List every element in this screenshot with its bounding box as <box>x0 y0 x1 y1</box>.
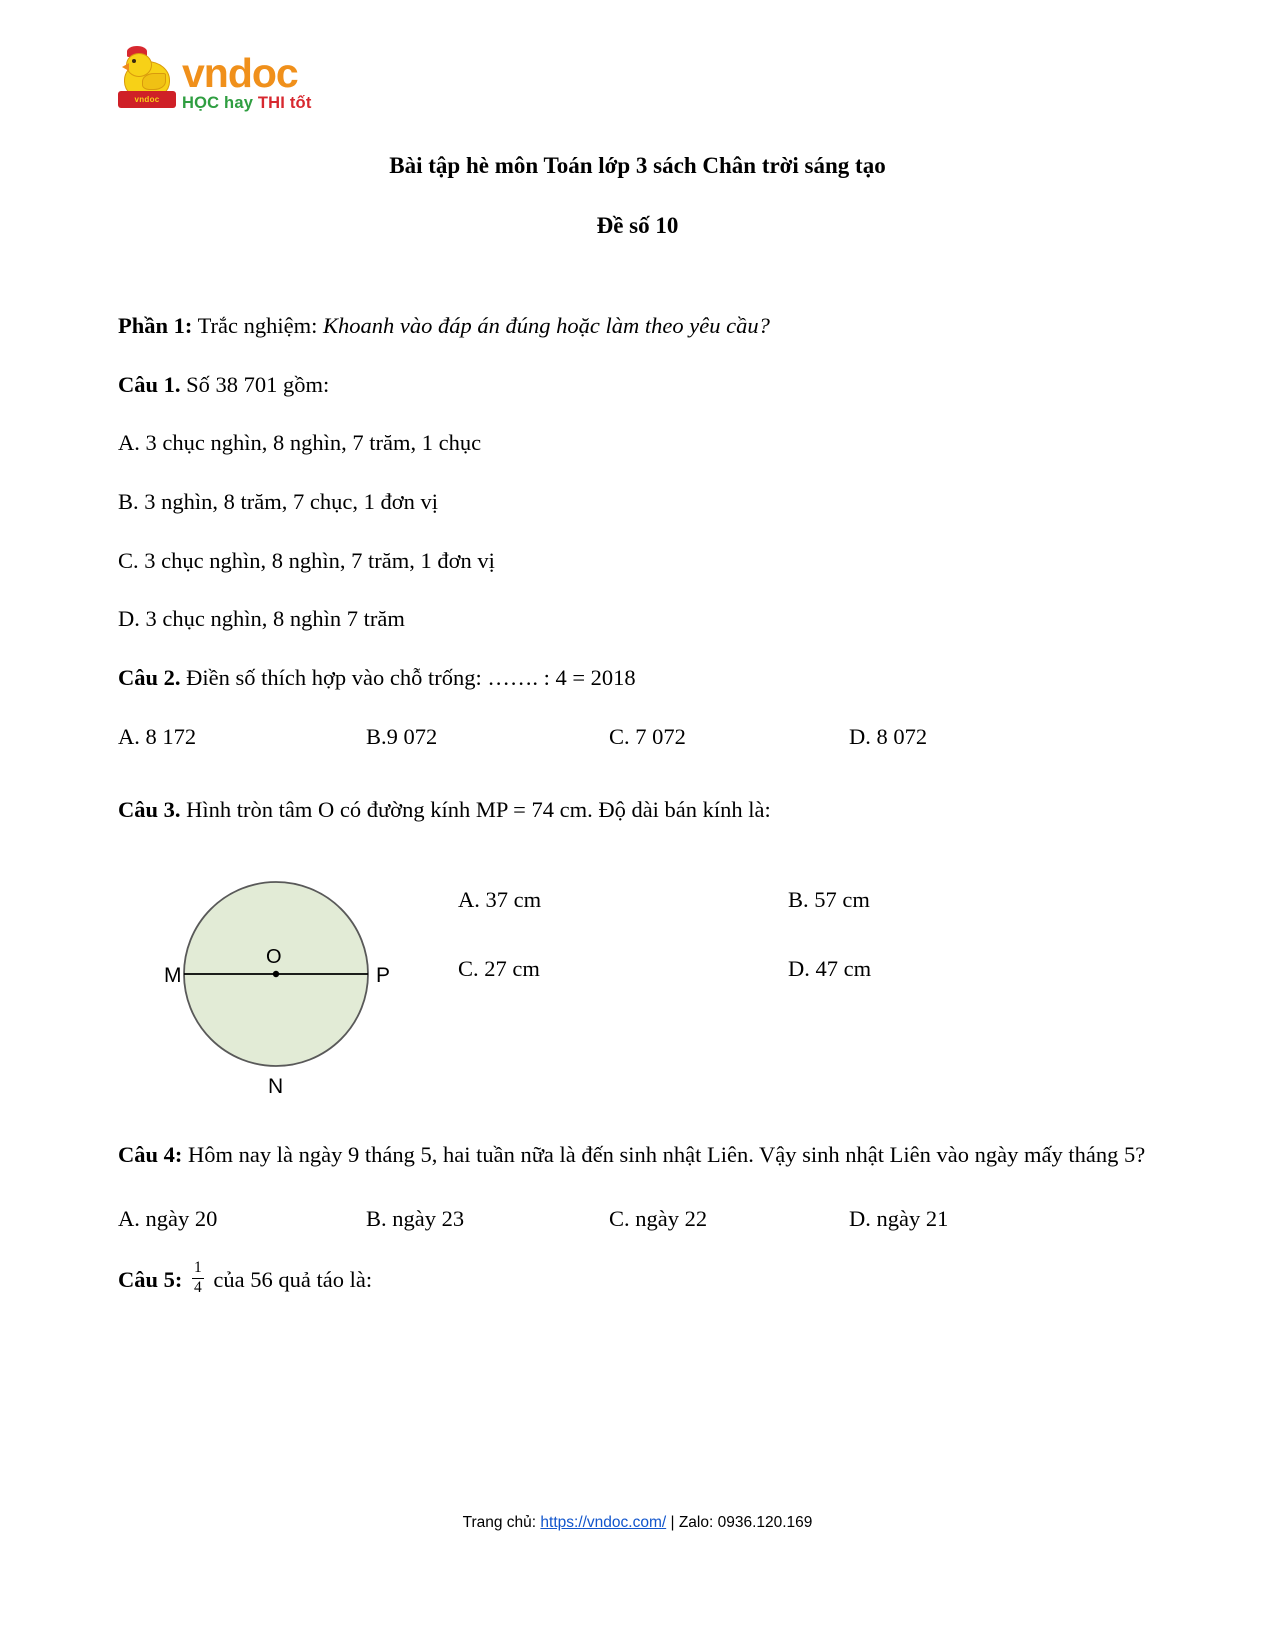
question-1-option-c[interactable]: C. 3 chục nghìn, 8 nghìn, 7 trăm, 1 đơn vị <box>118 547 495 573</box>
question-3-option-a[interactable]: A. 37 cm <box>458 887 542 913</box>
chicken-mascot-icon <box>118 45 176 111</box>
label-O: O <box>266 946 282 969</box>
question-3-label: Câu 3. <box>118 796 181 822</box>
question-2-option-b[interactable]: B.9 072 <box>366 723 438 749</box>
circle-diagram <box>158 867 458 1099</box>
fraction-denominator: 4 <box>194 1278 202 1296</box>
mascot-wing <box>142 73 166 90</box>
question-4-options <box>118 1204 1157 1263</box>
question-3-options <box>458 867 1157 1024</box>
footer-prefix: Trang chủ: <box>462 1514 541 1531</box>
label-M: M <box>164 964 182 988</box>
question-1-option-d[interactable]: D. 3 chục nghìn, 8 nghìn 7 trăm <box>118 606 405 632</box>
circle-diagram-svg <box>158 867 458 1099</box>
page-subtitle: Đề số 10 <box>596 213 679 239</box>
footer-suffix: | Zalo: 0936.120.169 <box>666 1514 813 1531</box>
question-3-options-row-1 <box>458 885 1157 954</box>
logo-tagline-green: HỌC hay <box>182 93 254 112</box>
question-3-text: Hình tròn tâm O có đường kính MP = 74 cm. Độ dài bán kính là: <box>180 796 771 822</box>
vndoc-logo[interactable] <box>118 45 378 125</box>
question-1-label: Câu 1. <box>118 371 181 397</box>
logo-row <box>118 45 378 111</box>
question-3-figure-block <box>118 851 1157 1125</box>
page-title: Bài tập hè môn Toán lớp 3 sách Chân trời sáng tạo <box>389 153 886 178</box>
fraction-one-quarter <box>192 1260 204 1296</box>
mascot-beak <box>122 63 129 71</box>
question-2-label: Câu 2. <box>118 665 181 691</box>
question-2-options <box>118 722 1157 781</box>
question-3-option-c[interactable]: C. 27 cm <box>458 956 540 982</box>
logo-tagline <box>182 95 312 112</box>
question-2-option-c[interactable]: C. 7 072 <box>609 723 686 749</box>
question-4-option-c[interactable]: C. ngày 22 <box>609 1205 708 1231</box>
question-3-options-row-2 <box>458 954 1157 1023</box>
question-5-label: Câu 5: <box>118 1267 183 1293</box>
question-4-option-d[interactable]: D. ngày 21 <box>849 1205 949 1231</box>
logo-tagline-red: THI tốt <box>257 93 312 112</box>
label-N: N <box>268 1075 284 1099</box>
fraction-numerator: 1 <box>194 1259 202 1277</box>
mascot-eye <box>132 59 136 63</box>
question-4-text: Hôm nay là ngày 9 tháng 5, hai tuần nữa là đến sinh nhật Liên. Vậy sinh nhật Liên vào ngày mấy tháng 5? <box>182 1142 1146 1168</box>
question-1-text: Số 38 701 gồm: <box>180 371 330 397</box>
question-4-stem <box>118 1125 1157 1203</box>
part-1-label: Phần 1: <box>118 313 193 339</box>
question-2-text: Điền số thích hợp vào chỗ trống: ……. : 4 = 2018 <box>180 665 636 691</box>
question-2-stem <box>118 663 1157 722</box>
question-3-stem <box>118 781 1157 852</box>
logo-text <box>182 49 312 112</box>
question-5-text: của 56 quả táo là: <box>207 1267 373 1293</box>
question-4-option-b[interactable]: B. ngày 23 <box>366 1205 465 1231</box>
question-2-option-d[interactable]: D. 8 072 <box>849 723 928 749</box>
question-5-stem <box>118 1259 1157 1327</box>
page-footer <box>0 1514 1275 1532</box>
question-3-option-b[interactable]: B. 57 cm <box>788 887 870 913</box>
question-3-option-d[interactable]: D. 47 cm <box>788 956 872 982</box>
footer-homepage-link[interactable]: https://vndoc.com/ <box>540 1514 667 1531</box>
question-1-option-b[interactable]: B. 3 nghìn, 8 trăm, 7 chục, 1 đơn vị <box>118 489 438 515</box>
question-1-stem <box>118 370 1157 429</box>
part-1-text: Trắc nghiệm: <box>192 313 324 339</box>
question-2-option-a[interactable]: A. 8 172 <box>118 723 197 749</box>
document-content <box>118 239 1157 1327</box>
center-point-O <box>273 971 279 977</box>
part-1-instruction: Khoanh vào đáp án đúng hoặc làm theo yêu cầu? <box>323 313 770 339</box>
question-4-option-a[interactable]: A. ngày 20 <box>118 1205 218 1231</box>
question-1-option-a[interactable]: A. 3 chục nghìn, 8 nghìn, 7 trăm, 1 chục <box>118 430 482 456</box>
part-1-heading <box>118 311 1157 370</box>
logo-wordmark: vndoc <box>182 49 298 96</box>
question-4-label: Câu 4: <box>118 1142 183 1168</box>
mascot-ribbon-label: vndoc <box>118 91 176 108</box>
label-P: P <box>376 964 391 988</box>
